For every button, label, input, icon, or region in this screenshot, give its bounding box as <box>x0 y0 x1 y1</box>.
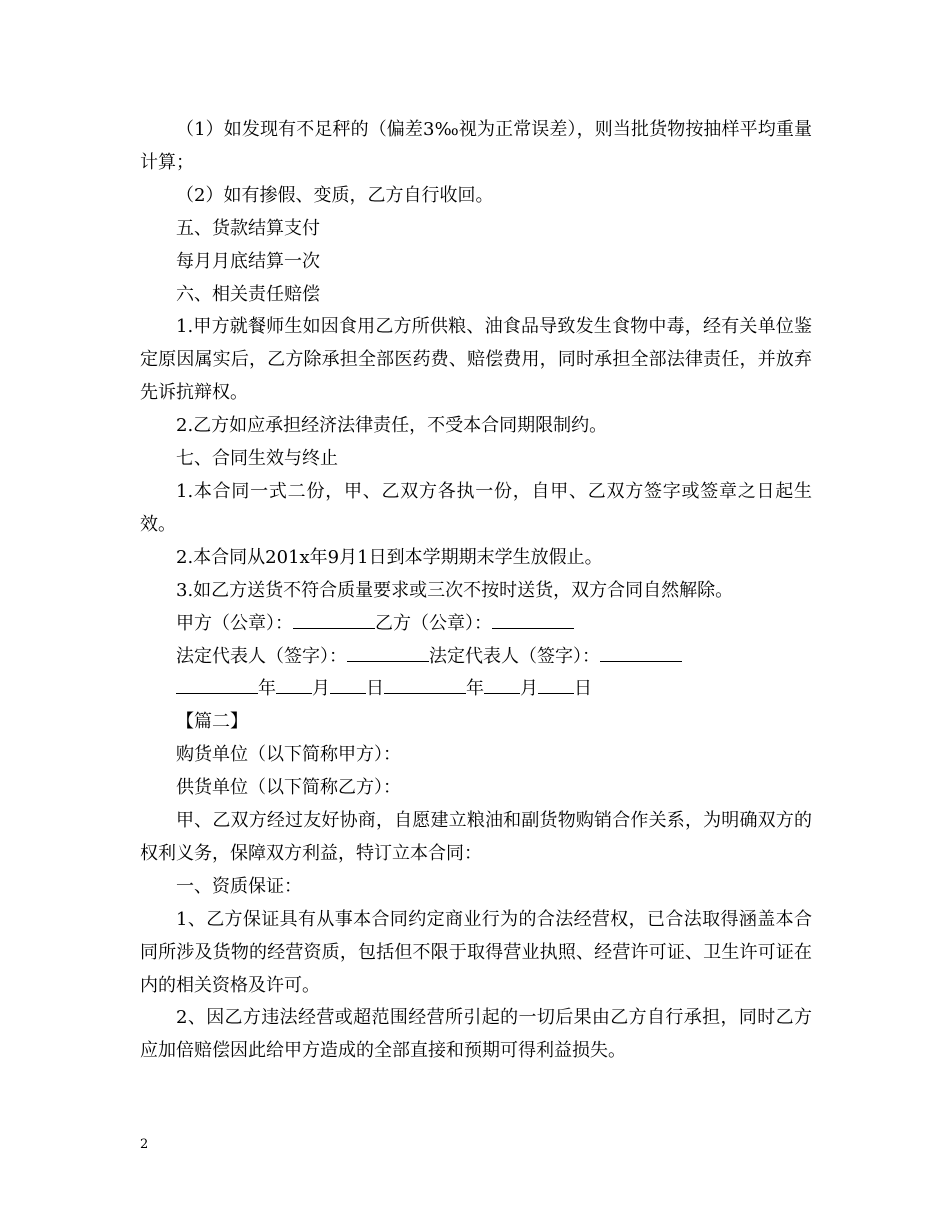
page-number: 2 <box>140 1137 149 1152</box>
supplier-line: 供货单位（以下简称乙方）： <box>176 777 401 799</box>
clause-weight-shortage: （1）如发现有不足秤的（偏差3‰视为正常误差），则当批货物按抽样平均重量计算； <box>140 119 812 173</box>
section-heading-validity: 七、合同生效与终止 <box>176 448 338 470</box>
section-heading-payment: 五、货款结算支付 <box>176 217 320 239</box>
date-b-month-blank <box>484 675 520 694</box>
clause-termination: 3.如乙方送货不符合质量要求或三次不按时送货，双方合同自然解除。 <box>176 579 734 601</box>
date-b-year-label: 年 <box>466 678 484 700</box>
signature-line-representatives <box>140 641 812 674</box>
date-a-year-label: 年 <box>258 678 276 700</box>
rep-a-blank <box>347 643 429 662</box>
section-heading-liability: 六、相关责任赔偿 <box>176 283 320 305</box>
document-body <box>140 114 812 1068</box>
date-b-day-blank <box>538 675 574 694</box>
clause-legal-liability: 2.乙方如应承担经济法律责任，不受本合同期限制约。 <box>176 415 608 437</box>
date-b-year-blank <box>384 675 466 694</box>
date-b-month-label: 月 <box>520 678 538 700</box>
party-b-seal-label: 乙方（公章）： <box>375 612 492 634</box>
date-b-day-label: 日 <box>574 678 592 700</box>
party-a-seal-blank <box>293 610 375 629</box>
clause-food-poisoning: 1.甲方就餐师生如因食用乙方所供粮、油食品导致发生食物中毒，经有关单位鉴定原因属实后，乙方除承担全部医药费、赔偿费用，同时承担全部法律责任，并放弃先诉抗辩权。 <box>140 316 812 404</box>
date-a-month-label: 月 <box>312 678 330 700</box>
signature-line-seals <box>140 608 812 641</box>
date-a-day-label: 日 <box>366 678 384 700</box>
date-a-month-blank <box>276 675 312 694</box>
contract-intro: 甲、乙双方经过友好协商，自愿建立粮油和副货物购销合作关系，为明确双方的权利义务，保障双方利益，特订立本合同： <box>140 810 812 864</box>
section-heading-qualification: 一、资质保证： <box>176 875 302 897</box>
clause-adulteration: （2）如有掺假、变质，乙方自行收回。 <box>176 184 494 206</box>
section2-heading: 【篇二】 <box>176 711 248 733</box>
rep-b-label: 法定代表人（签字）： <box>429 645 600 667</box>
party-b-seal-blank <box>492 610 574 629</box>
rep-b-blank <box>600 643 682 662</box>
buyer-line: 购货单位（以下简称甲方）： <box>176 744 401 766</box>
clause-qualification-1: 1、乙方保证具有从事本合同约定商业行为的合法经营权，已合法取得涵盖本合同所涉及货物的经营资质，包括但不限于取得营业执照、经营许可证、卫生许可证在内的相关资格及许可。 <box>140 908 812 996</box>
clause-term: 2.本合同从201x年9月1日到本学期期末学生放假止。 <box>176 546 603 568</box>
clause-qualification-2: 2、因乙方违法经营或超范围经营所引起的一切后果由乙方自行承担，同时乙方应加倍赔偿因此给甲方造成的全部直接和预期可得利益损失。 <box>140 1007 812 1062</box>
clause-copies: 1.本合同一式二份，甲、乙双方各执一份，自甲、乙双方签字或签章之日起生效。 <box>140 480 812 535</box>
clause-monthly-settlement: 每月月底结算一次 <box>176 250 320 272</box>
signature-line-dates <box>140 673 812 706</box>
date-a-year-blank <box>176 675 258 694</box>
party-a-seal-label: 甲方（公章）： <box>176 612 293 634</box>
rep-a-label: 法定代表人（签字）： <box>176 645 347 667</box>
date-a-day-blank <box>330 675 366 694</box>
